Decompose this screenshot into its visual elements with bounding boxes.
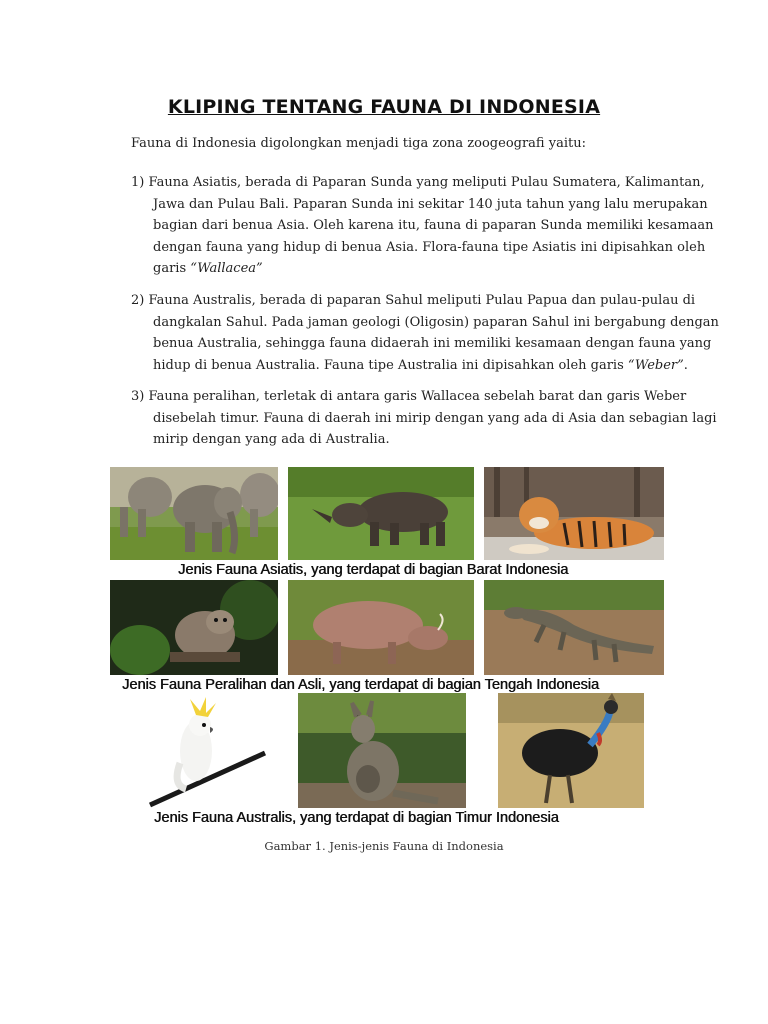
peralihan-caption: Jenis Fauna Peralihan dan Asli, yang terdapat di bagian Tengah Indonesia — [122, 677, 599, 693]
item-line: mirip dengan yang ada di Australia. — [153, 432, 390, 447]
item-line: 2) Fauna Australis, berada di paparan Sahul meliputi Pulau Papua dan pulau-pulau di — [131, 293, 696, 308]
tiger-photo — [484, 467, 664, 560]
list-item-peralihan — [131, 386, 717, 451]
australis-caption: Jenis Fauna Australis, yang terdapat di bagian Timur Indonesia — [154, 810, 559, 826]
cassowary-photo — [498, 693, 644, 808]
intro-paragraph: Fauna di Indonesia digolongkan menjadi tiga zona zoogeografi yaitu: — [131, 136, 586, 151]
item-text: garis — [153, 261, 191, 276]
list-item-asiatis — [131, 172, 714, 280]
weber-term: “Weber” — [627, 357, 684, 373]
item-line: benua Australia, sehingga fauna didaerah ini memiliki kesamaan dengan fauna yang — [153, 336, 712, 351]
item-line: dangkalan Sahul. Pada jaman geologi (Oligosin) paparan Sahul ini bergabung dengan — [153, 314, 719, 330]
item-line-last — [131, 355, 688, 377]
item-text: hidup di benua Australia. Fauna tipe Australia ini dipisahkan oleh garis — [153, 357, 628, 373]
item-line-last — [131, 258, 676, 280]
komodo-photo — [484, 580, 664, 675]
asiatis-caption: Jenis Fauna Asiatis, yang terdapat di bagian Barat Indonesia — [178, 562, 569, 578]
item-line: bagian dari benua Asia. Oleh karena itu, fauna di paparan Sunda memiliki kesamaan — [153, 218, 714, 233]
item-line: dengan fauna yang hidup di benua Asia. Flora-fauna tipe Asiatis ini dipisahkan oleh — [153, 239, 706, 255]
rhino-photo — [288, 467, 474, 560]
item-line: Jawa dan Pulau Bali. Paparan Sunda ini sekitar 140 juta tahun yang lalu merupakan — [153, 196, 708, 212]
item-line: disebelah timur. Fauna di daerah ini mirip dengan yang ada di Asia dan sebagian lagi — [153, 410, 717, 426]
list-item-australis — [131, 290, 719, 376]
document-title: KLIPING TENTANG FAUNA DI INDONESIA — [167, 96, 601, 118]
cockatoo-photo — [120, 693, 268, 808]
babirusa-photo — [288, 580, 474, 675]
item-text: . — [683, 357, 688, 373]
wallacea-term: “Wallacea” — [190, 261, 263, 276]
item-line: 1) Fauna Asiatis, berada di Paparan Sunda yang meliputi Pulau Sumatera, Kalimantan, — [131, 175, 705, 190]
figure-caption: Gambar 1. Jenis-jenis Fauna di Indonesia — [264, 839, 504, 853]
wallaby-photo — [298, 693, 466, 808]
cuscus-photo — [110, 580, 278, 675]
item-line: 3) Fauna peralihan, terletak di antara garis Wallacea sebelah barat dan garis Weber — [131, 389, 687, 404]
elephant-photo — [110, 467, 278, 560]
